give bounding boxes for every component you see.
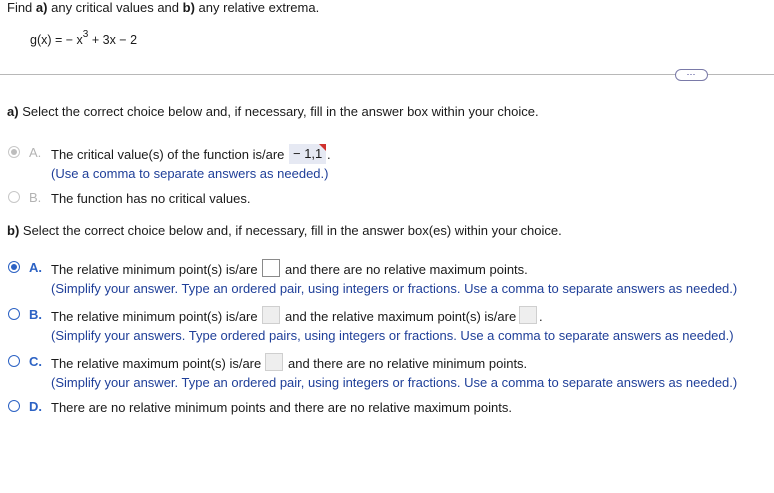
- part-b-choice-b-hint: (Simplify your answers. Type ordered pairs, using integers or fractions. Use a comma to separate answers as needed.): [51, 328, 734, 343]
- question-part-a-label: a): [35, 0, 48, 15]
- question-part-b-label: b): [182, 0, 195, 15]
- question-suffix: any relative extrema.: [198, 0, 320, 15]
- relative-maximum-input-b[interactable]: [519, 306, 537, 324]
- part-b-choice-b-text-before: The relative minimum point(s) is/are: [51, 309, 258, 324]
- answer-flag-icon: [319, 144, 326, 151]
- part-b-choice-b-text-middle: and the relative maximum point(s) is/are: [285, 309, 517, 324]
- part-b-choice-c-text-before: The relative maximum point(s) is/are: [51, 356, 262, 371]
- part-a-choice-a-hint: (Use a comma to separate answers as needed.): [51, 166, 329, 181]
- question-prompt: [7, 0, 319, 15]
- part-a-instruction-row: [7, 104, 539, 119]
- part-a-choice-a-letter: A.: [29, 145, 42, 160]
- relative-minimum-input-b[interactable]: [262, 306, 280, 324]
- part-a-choice-b-radio[interactable]: [8, 191, 20, 203]
- function-lhs: g(x) = − x: [30, 33, 83, 48]
- part-b-choice-b-letter: B.: [29, 307, 42, 322]
- function-rhs: + 3x − 2: [91, 33, 138, 48]
- section-divider: [0, 74, 774, 75]
- critical-values-answer-text: − 1,1: [293, 146, 323, 161]
- part-b-label: b): [7, 223, 20, 238]
- part-b-choice-a-radio[interactable]: [8, 261, 20, 273]
- part-b-choice-b-period: .: [539, 309, 543, 324]
- relative-maximum-input-c[interactable]: [265, 353, 283, 371]
- more-options-button[interactable]: ⋯: [675, 69, 708, 81]
- part-a-instruction: Select the correct choice below and, if necessary, fill in the answer box within your choice.: [22, 104, 539, 119]
- part-b-choice-d-text: There are no relative minimum points and there are no relative maximum points.: [51, 400, 512, 415]
- part-a-choice-a-text: The critical value(s) of the function is/are: [51, 147, 285, 162]
- part-b-instruction: Select the correct choice below and, if necessary, fill in the answer box(es) within your choice.: [22, 223, 562, 238]
- relative-minimum-input[interactable]: [262, 259, 280, 277]
- part-b-choice-b-radio[interactable]: [8, 308, 20, 320]
- part-a-choice-b-letter: B.: [29, 190, 42, 205]
- part-b-choice-c-text-after: and there are no relative minimum points.: [288, 356, 528, 371]
- part-b-choice-a-text-after: and there are no relative maximum points.: [285, 262, 528, 277]
- function-exponent: 3: [82, 29, 89, 40]
- part-a-choice-a-radio[interactable]: [8, 146, 20, 158]
- part-b-choice-a-hint: (Simplify your answer. Type an ordered pair, using integers or fractions. Use a comma to separate answers as needed.): [51, 281, 738, 296]
- part-b-choice-a-text-before: The relative minimum point(s) is/are: [51, 262, 258, 277]
- part-b-choice-c-radio[interactable]: [8, 355, 20, 367]
- critical-values-answer[interactable]: [289, 144, 326, 164]
- question-middle: any critical values and: [51, 0, 180, 15]
- part-b-choice-c-hint: (Simplify your answer. Type an ordered pair, using integers or fractions. Use a comma to separate answers as needed.): [51, 375, 738, 390]
- question-prefix: Find: [7, 0, 33, 15]
- part-b-choice-d-radio[interactable]: [8, 400, 20, 412]
- part-b-choice-c-letter: C.: [29, 354, 42, 369]
- part-a-label: a): [7, 104, 19, 119]
- part-a-choice-b-text: The function has no critical values.: [51, 191, 251, 206]
- part-a-choice-a-period: .: [327, 147, 331, 162]
- part-b-choice-a-letter: A.: [29, 260, 42, 275]
- function-expression: [30, 31, 137, 47]
- part-b-choice-d-letter: D.: [29, 399, 42, 414]
- part-b-instruction-row: [7, 223, 562, 238]
